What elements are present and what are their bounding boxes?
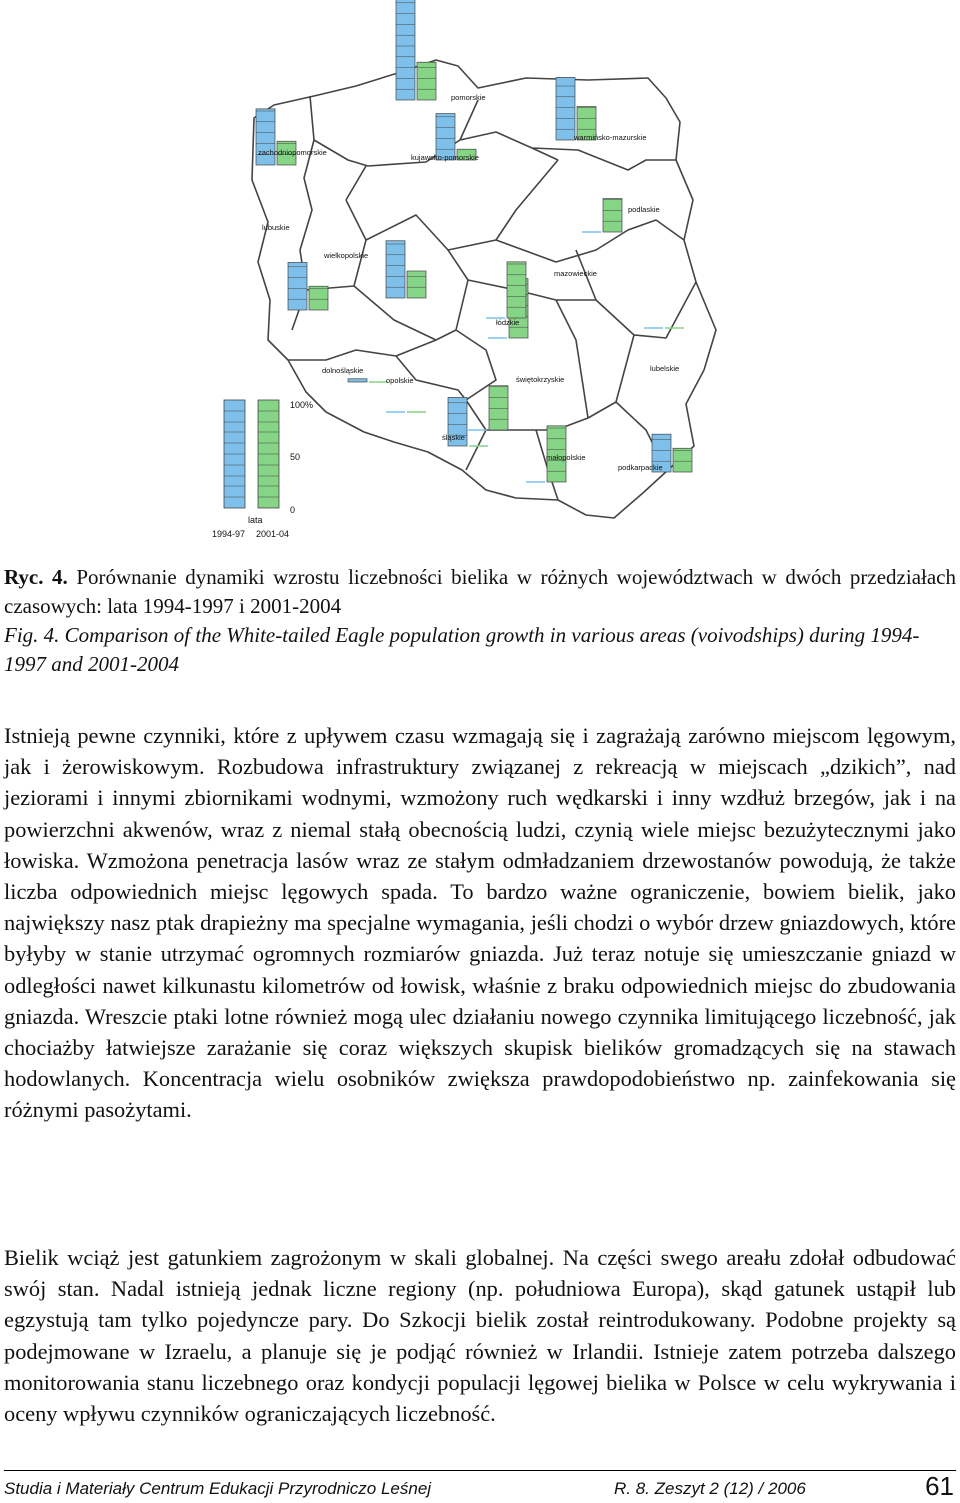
region-label-9: dolnośląskie xyxy=(322,366,364,375)
region-label-6: wielkopolskie xyxy=(324,251,369,260)
region-label-15: podkarpackie xyxy=(618,463,663,472)
page-number: 61 xyxy=(925,1471,954,1501)
region-label-5: lubuskie xyxy=(262,223,290,232)
journal-issue: R. 8. Zeszyt 2 (12) / 2006 xyxy=(614,1479,806,1498)
caption-label-en: Fig. 4. xyxy=(4,623,60,647)
legend-period2: 2001-04 xyxy=(256,529,290,539)
body-paragraph-1: Istnieją pewne czynniki, które z upływem czasu wzmagają się i zagrażają zarówno miejscom lęgowym, jak i żerowiskowym. Rozbudowa infrastruktury związanej z rekreacją w miejscach „dzikich”, nad jeziorami i innymi zbiornikami wodnymi, wzmożony ruch wędkarski i inny wzdłuż brzegów, jak i na powierzchni akwenów, wraz z niemal stałą obecnością ludzi, czynią wiele miejsc bezużytecznymi jako łowiska. Wzmożona penetracja lasów wraz ze stałym odmładzaniem drzewostanów powodują, że także liczba odpowiednich miejsc lęgowych spada. To bardzo ważne ograniczenie, bowiem bielik, jako największy nasz ptak drapieżny ma specjalne wymagania, jeśli chodzi o wybór drzew gniazdowych, które byłyby w stanie utrzymać ogromnych rozmiarów gniazda. Już teraz notuje się umieszczanie gniazd w odległości nawet kilkunastu kilometrów od łowisk, właśnie z braku odpowiednich miejsc do zbudowania gniazda. Wreszcie ptaki lotne również mogą ulec działaniu nowego czynnika limitującego liczebność, jak chociażby łatwiejsze zarażanie się coraz większych skupisk bielików gromadzących się na stawach hodowlanych. Koncentracja wielu osobników zwiększa prawdopodobieństwo np. zainfekowania się różnymi pasożytami. xyxy=(4,723,956,1123)
figure-caption-english xyxy=(4,621,956,679)
figure-caption-polish xyxy=(4,563,956,621)
bar-period2-8 xyxy=(507,262,526,318)
region-label-10: opolskie xyxy=(386,376,414,385)
bar-period2-6 xyxy=(407,271,426,298)
bar-period2-5 xyxy=(309,286,328,310)
caption-text-pl: Porównanie dynamiki wzrostu liczebności bielika w różnych województwach w dwóch przedziałach czasowych: lata 1994-1997 i 2001-2004 xyxy=(4,565,957,618)
region-label-8: łódzkie xyxy=(496,318,520,327)
region-label-12: lubelskie xyxy=(650,364,680,373)
region-label-3: kujawsko-pomorskie xyxy=(411,153,479,162)
axis-label-bottom: 0 xyxy=(290,505,296,515)
page-footer xyxy=(4,1470,956,1503)
legend-title: lata xyxy=(248,515,263,525)
region-bars xyxy=(256,0,692,482)
axis-label-top: 100% xyxy=(290,400,314,410)
bar-period1-6 xyxy=(386,241,405,298)
region-label-11: świętokrzyskie xyxy=(516,375,565,384)
region-label-4: podlaskie xyxy=(628,205,660,214)
region-label-13: śląskie xyxy=(442,433,465,442)
bar-period2-1 xyxy=(417,62,436,100)
legend-period1: 1994-97 xyxy=(212,529,246,539)
region-label-14: małopolskie xyxy=(546,453,586,462)
bar-period2-4 xyxy=(603,199,622,232)
bar-period1-5 xyxy=(288,262,307,310)
bar-period2-11 xyxy=(489,386,508,430)
bar-period1-9 xyxy=(348,379,367,382)
caption-label-pl: Ryc. 4. xyxy=(4,565,68,589)
bar-period1-1 xyxy=(396,0,415,100)
bar-period2-15 xyxy=(673,448,692,472)
region-borders xyxy=(288,96,696,500)
region-label-1: pomorskie xyxy=(451,93,486,102)
bar-period1-2 xyxy=(556,77,575,140)
region-label-2: warmińsko-mazurskie xyxy=(574,133,647,142)
caption-text-en: Comparison of the White-tailed Eagle population growth in various areas (voivodships) during 1994-1997 and 2001-2004 xyxy=(4,623,920,676)
chart-legend xyxy=(212,400,313,539)
voivodship-map-figure xyxy=(196,0,736,550)
region-label-7: mazowieckie xyxy=(554,269,597,278)
axis-label-mid: 50 xyxy=(290,452,301,462)
journal-title: Studia i Materiały Centrum Edukacji Przyrodniczo Leśnej xyxy=(4,1479,432,1498)
body-paragraph-2: Bielik wciąż jest gatunkiem zagrożonym w skali globalnej. Na części swego areału zdołał odbudować swój stan. Nadal istnieją jednak liczne regiony (np. południowa Europa), skąd gatunek ustąpił lub egzystują tam tylko pojedyncze pary. Do Szkocji bielik został reintrodukowany. Podobne projekty są podejmowane w Izraelu, a planuje się je podjąć również w Irlandii. Istnieje zatem potrzeba dalszego monitorowania stanu liczebnego oraz kondycji populacji lęgowej bielika w Polsce w celu wykrywania i oceny wpływu czynników ograniczających liczebność. xyxy=(4,1245,956,1427)
region-label-0: zachodniopomorskie xyxy=(258,148,327,157)
